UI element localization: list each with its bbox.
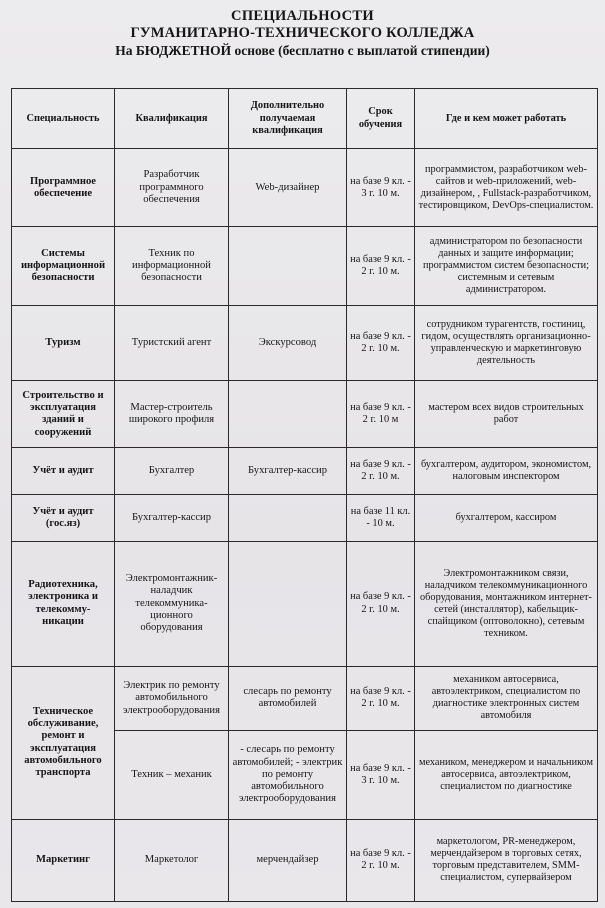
table-header-row <box>12 89 598 149</box>
cell-where: механиком, менеджером и начальником автосервиса, автоэлектриком, специалистом по диагностике <box>415 731 598 819</box>
cell-specialty: Туризм <box>12 305 115 381</box>
cell-where: механиком автосервиса, автоэлектриком, специалистом по диагностике электронных систем автомобиля <box>415 666 598 731</box>
cell-additional: Web-дизайнер <box>229 149 347 227</box>
cell-additional <box>229 494 347 541</box>
table-row <box>12 494 598 541</box>
cell-qualification: Маркетолог <box>115 819 229 901</box>
cell-duration: на базе 9 кл. - 3 г. 10 м. <box>347 731 415 819</box>
cell-qualification: Электрик по ремонту автомобильного электрооборудования <box>115 666 229 731</box>
cell-where: мастером всех видов строительных работ <box>415 381 598 448</box>
cell-where: бухгалтером, аудитором, экономистом, налоговым инспектором <box>415 448 598 495</box>
specialties-table <box>11 88 598 902</box>
cell-duration: на базе 9 кл. - 3 г. 10 м. <box>347 149 415 227</box>
cell-qualification: Разработчик программного обеспечения <box>115 149 229 227</box>
cell-additional: мерчендайзер <box>229 819 347 901</box>
cell-where: Электромонтажником связи, наладчиком телекоммуникационного оборудования, монтажником интернет-сетей (инсталлятор), кабельщик-спайщиком (оптоволокно), сетевым техником. <box>415 541 598 666</box>
cell-where: сотрудником турагентств, гостиниц, гидом, осуществлять организационно-управленческую и маркетинговую деятельность <box>415 305 598 381</box>
cell-qualification: Бухгалтер <box>115 448 229 495</box>
cell-additional: слесарь по ремонту автомобилей <box>229 666 347 731</box>
header-basis: На БЮДЖЕТНОЙ основе (бесплатно с выплатой стипендии) <box>115 43 490 58</box>
table-row <box>12 819 598 901</box>
cell-qualification: Туристский агент <box>115 305 229 381</box>
cell-where: маркетологом, PR-менеджером, мерчендайзером в торговых сетях, торговым представителем, SMM-специалистом, супервайзером <box>415 819 598 901</box>
cell-qualification: Техник – механик <box>115 731 229 819</box>
cell-additional <box>229 541 347 666</box>
cell-duration: на базе 9 кл. - 2 г. 10 м. <box>347 305 415 381</box>
cell-duration: на базе 9 кл. - 2 г. 10 м. <box>347 227 415 305</box>
column-header-specialty: Специальность <box>12 89 115 149</box>
cell-additional: Бухгалтер-кассир <box>229 448 347 495</box>
cell-specialty: Системы информационной безопасности <box>12 227 115 305</box>
cell-additional: Экскурсовод <box>229 305 347 381</box>
cell-specialty: Программное обеспечение <box>12 149 115 227</box>
table-row <box>12 227 598 305</box>
cell-duration: на базе 9 кл. - 2 г. 10 м. <box>347 819 415 901</box>
table-row <box>12 381 598 448</box>
cell-where: администратором по безопасности данных и защите информации; программистом систем безопасности; системным и сетевым администратором. <box>415 227 598 305</box>
cell-duration: на базе 9 кл. - 2 г. 10 м. <box>347 541 415 666</box>
table-row <box>12 666 598 731</box>
cell-specialty: Учёт и аудит (гос.яз) <box>12 494 115 541</box>
cell-duration: на базе 11 кл. - 10 м. <box>347 494 415 541</box>
cell-qualification: Бухгалтер-кассир <box>115 494 229 541</box>
column-header-duration: Срок обучения <box>347 89 415 149</box>
cell-additional <box>229 381 347 448</box>
column-header-additional: Дополнительно получаемая квалификация <box>229 89 347 149</box>
cell-additional: - слесарь по ремонту автомобилей; - электрик по ремонту автомобильного электрооборудования <box>229 731 347 819</box>
cell-specialty: Учёт и аудит <box>12 448 115 495</box>
header-college: ГУМАНИТАРНО-ТЕХНИЧЕСКОГО КОЛЛЕДЖА <box>130 25 475 41</box>
cell-duration: на базе 9 кл. - 2 г. 10 м. <box>347 666 415 731</box>
column-header-where: Где и кем может работать <box>415 89 598 149</box>
cell-additional <box>229 227 347 305</box>
cell-where: бухгалтером, кассиром <box>415 494 598 541</box>
cell-qualification: Техник по информационной безопасности <box>115 227 229 305</box>
cell-qualification: Мастер-строитель широкого профиля <box>115 381 229 448</box>
cell-duration: на базе 9 кл. - 2 г. 10 м <box>347 381 415 448</box>
cell-qualification: Электромонтажник-наладчик телекоммуника-ционного оборудования <box>115 541 229 666</box>
document-header <box>0 8 605 59</box>
cell-specialty: Маркетинг <box>12 819 115 901</box>
cell-duration: на базе 9 кл. - 2 г. 10 м. <box>347 448 415 495</box>
table-row <box>12 305 598 381</box>
cell-where: программистом, разработчиком web-сайтов и web-приложений, web-дизайнером, , Fullstack-разработчиком, тестировщиком, DevOps-специалистом. <box>415 149 598 227</box>
header-title: СПЕЦИАЛЬНОСТИ <box>231 8 374 24</box>
cell-specialty: Строительство и эксплуатация зданий и сооружений <box>12 381 115 448</box>
table-row <box>12 448 598 495</box>
table-row <box>12 149 598 227</box>
cell-specialty: Радиотехника, электроника и телекомму-никации <box>12 541 115 666</box>
table-row <box>12 541 598 666</box>
column-header-qualification: Квалификация <box>115 89 229 149</box>
cell-specialty: Техническое обслуживание, ремонт и эксплуатация автомобильного транспорта <box>12 666 115 819</box>
